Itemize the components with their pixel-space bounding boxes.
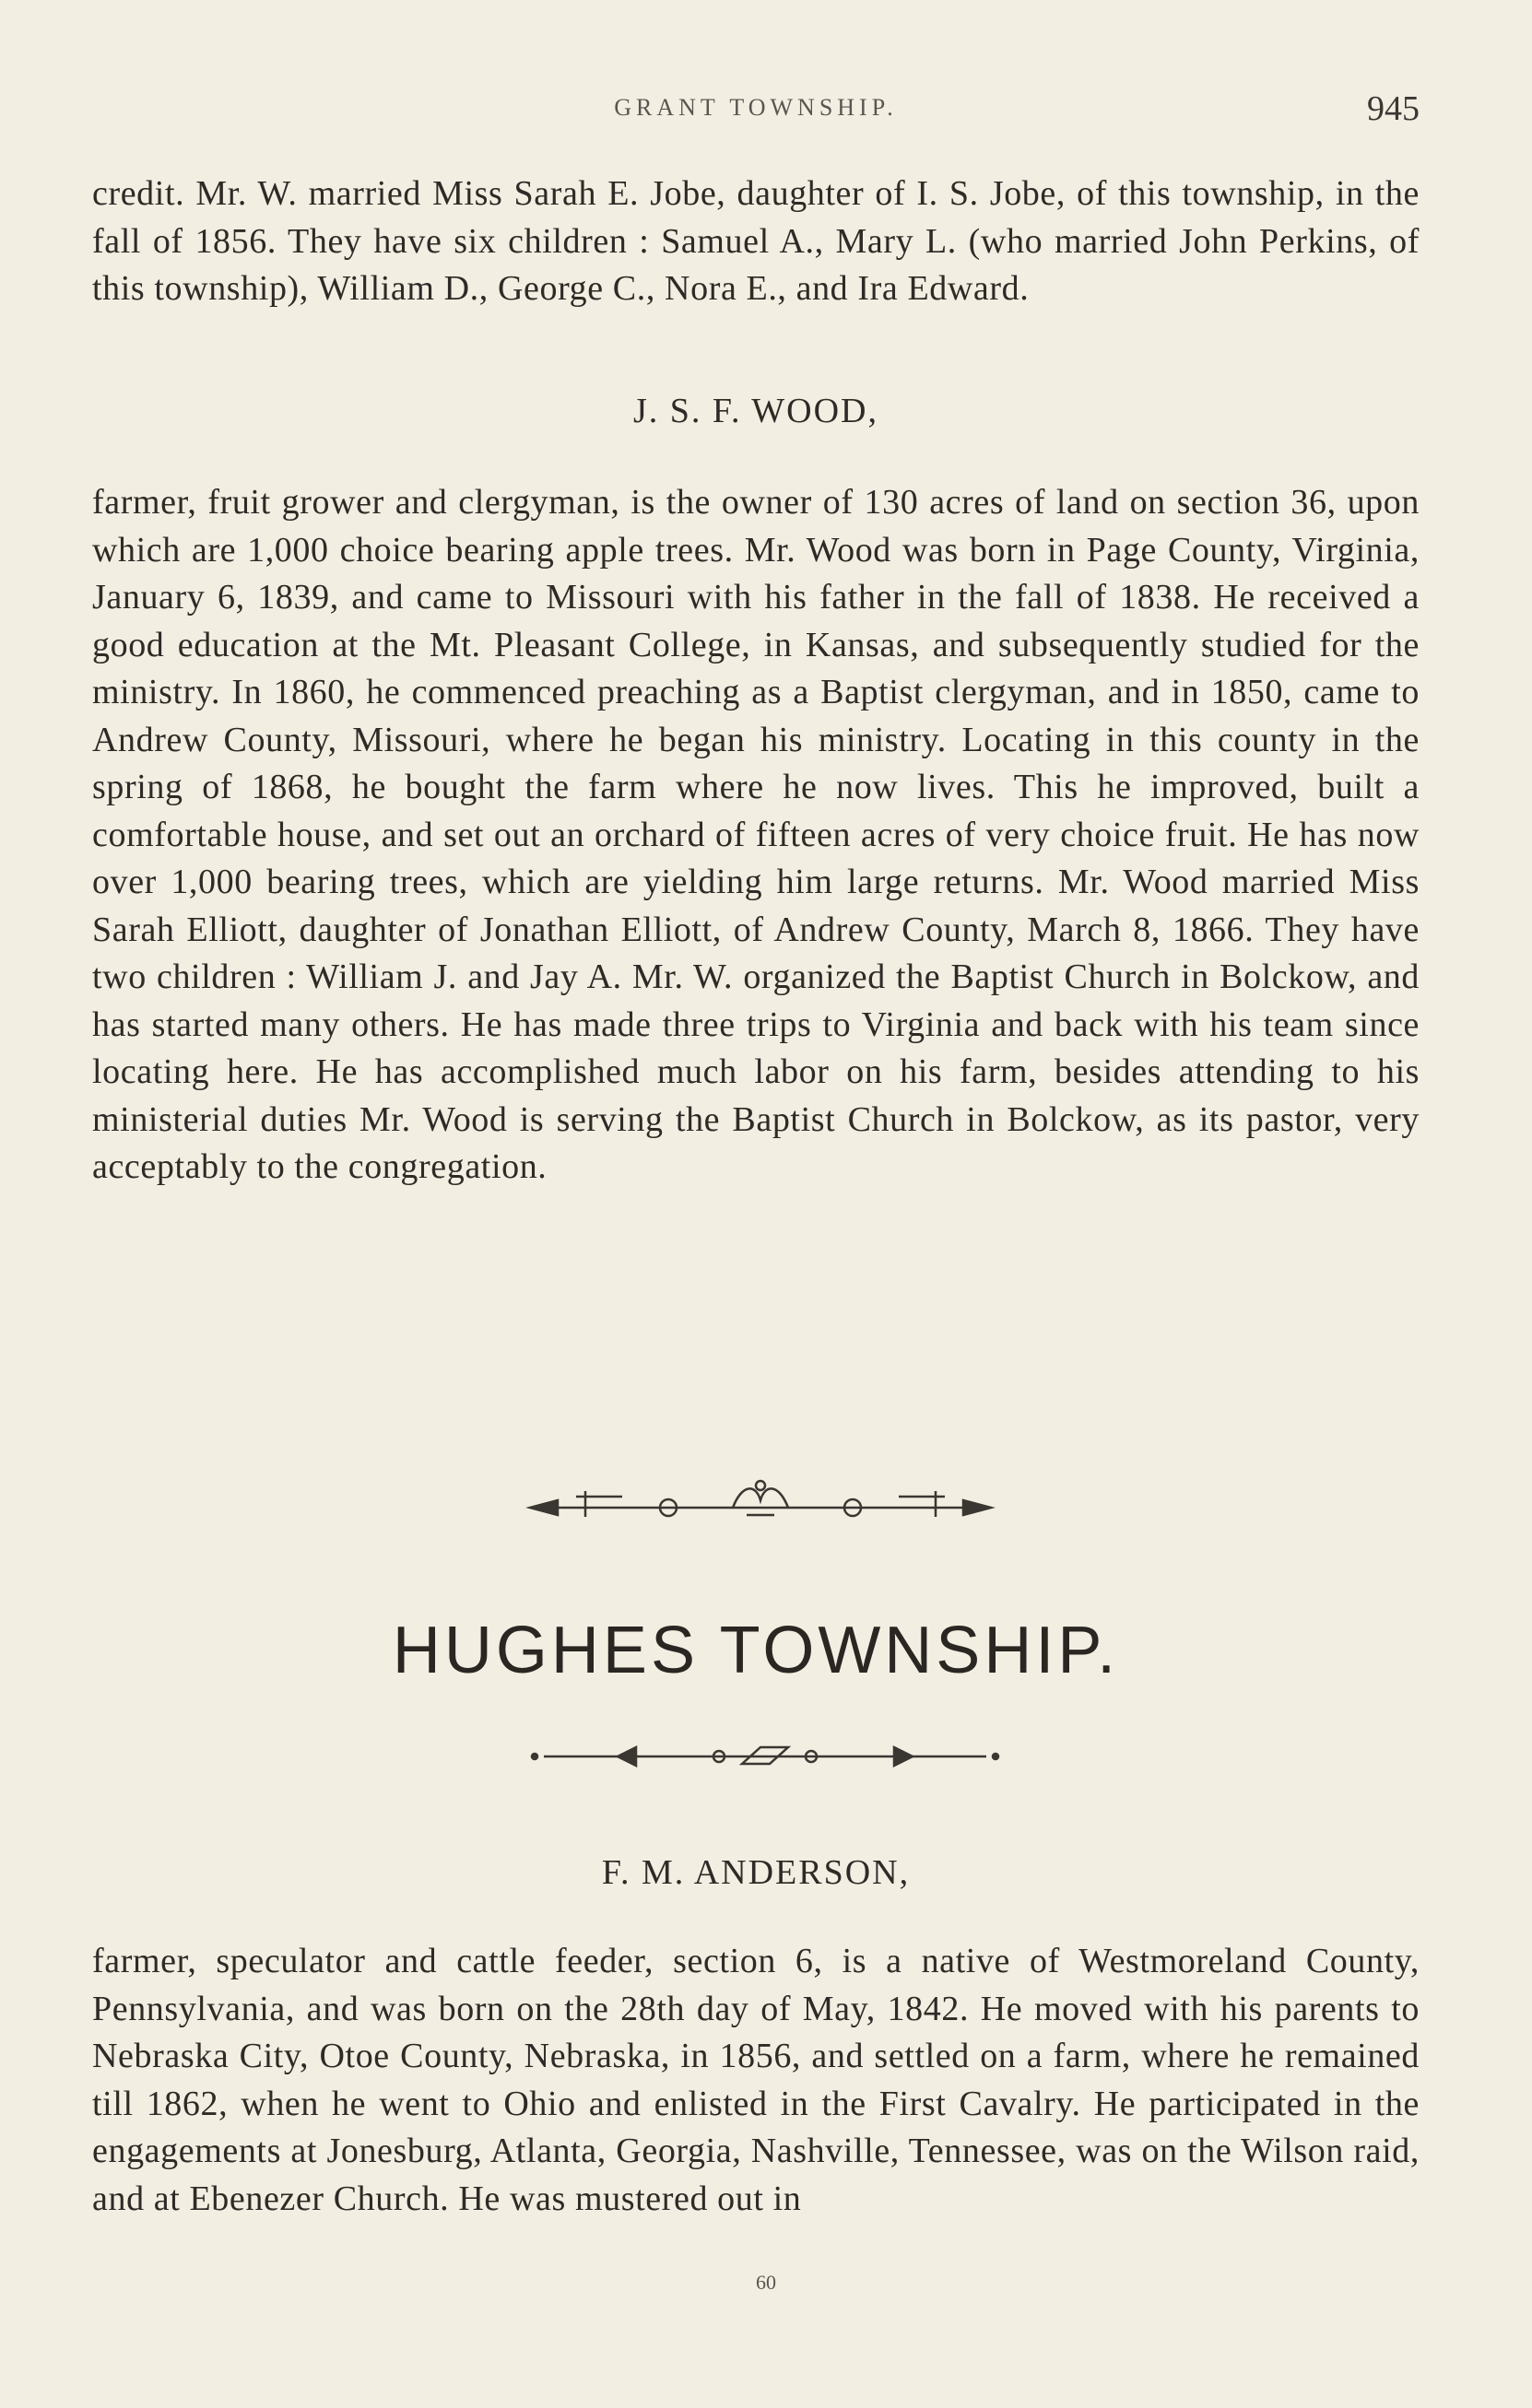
biography-heading-anderson: F. M. ANDERSON, bbox=[601, 1853, 911, 1892]
biography-heading-wood: J. S. F. WOOD, bbox=[632, 392, 879, 430]
running-head: GRANT TOWNSHIP. bbox=[614, 94, 898, 121]
section-title: HUGHES TOWNSHIP. bbox=[392, 1614, 1120, 1687]
biography-paragraph-wood: farmer, fruit grower and clergyman, is the owner of 130 acres of land on section 36, upon which are 1,000 choice bearing apple trees. Mr. Wood was born in Page County, Virginia, January 6, 1839, and came to Missouri with his father in the fall of 1838. He received a good education at the Mt. Pleasant College, in Kansas, and subsequently studied for the ministry. In 1860, he commenced preaching as a Baptist clergyman, and in 1850, came to Andrew County, Missouri, where he began his ministry. Locating in this county in the spring of 1868, he bought the farm where he now lives. This he improved, built a comfortable house, and set out an orchard of fifteen acres of very choice fruit. He has now over 1,000 bearing trees, which are yielding him large returns. Mr. Wood married Miss Sarah Elliott, daughter of Jonathan Elliott, of Andrew County, March 8, 1866. They have two children : William J. and Jay A. Mr. W. organized the Baptist Church in Bolckow, and has started many others. He has made three trips to Virginia and back with his team since locating here. He has accomplished much labor on his farm, besides attending to his ministerial duties Mr. Wood is serving the Baptist Church in Bolckow, as its pastor, very acceptably to the congregation. bbox=[92, 483, 1420, 1186]
continuation-paragraph: credit. Mr. W. married Miss Sarah E. Jobe, daughter of I. S. Jobe, of this township, in the fall of 1856. They have six children : Samuel A., Mary L. (who married John Perkins, of this township), William D., George C., Nora E., and Ira Edward. bbox=[92, 174, 1420, 308]
page-number: 945 bbox=[1367, 89, 1420, 128]
signature-mark: 60 bbox=[756, 2271, 776, 2294]
page-header bbox=[92, 85, 1420, 131]
title-rule-ornament-icon bbox=[525, 1740, 1005, 1773]
biography-paragraph-anderson: farmer, speculator and cattle feeder, section 6, is a native of Westmoreland County, Pennsylvania, and was born on the 28th day of May, 1842. He moved with his parents to Nebraska City, Otoe County, Nebraska, in 1856, and settled on a farm, where he remained till 1862, when he went to Ohio and enlisted in the First Cavalry. He participated in the engagements at Jonesburg, Atlanta, Georgia, Nashville, Tennessee, was on the Wilson raid, and at Ebenezer Church. He was mustered out in bbox=[92, 1942, 1420, 2218]
section-divider-ornament-icon bbox=[521, 1463, 1000, 1528]
